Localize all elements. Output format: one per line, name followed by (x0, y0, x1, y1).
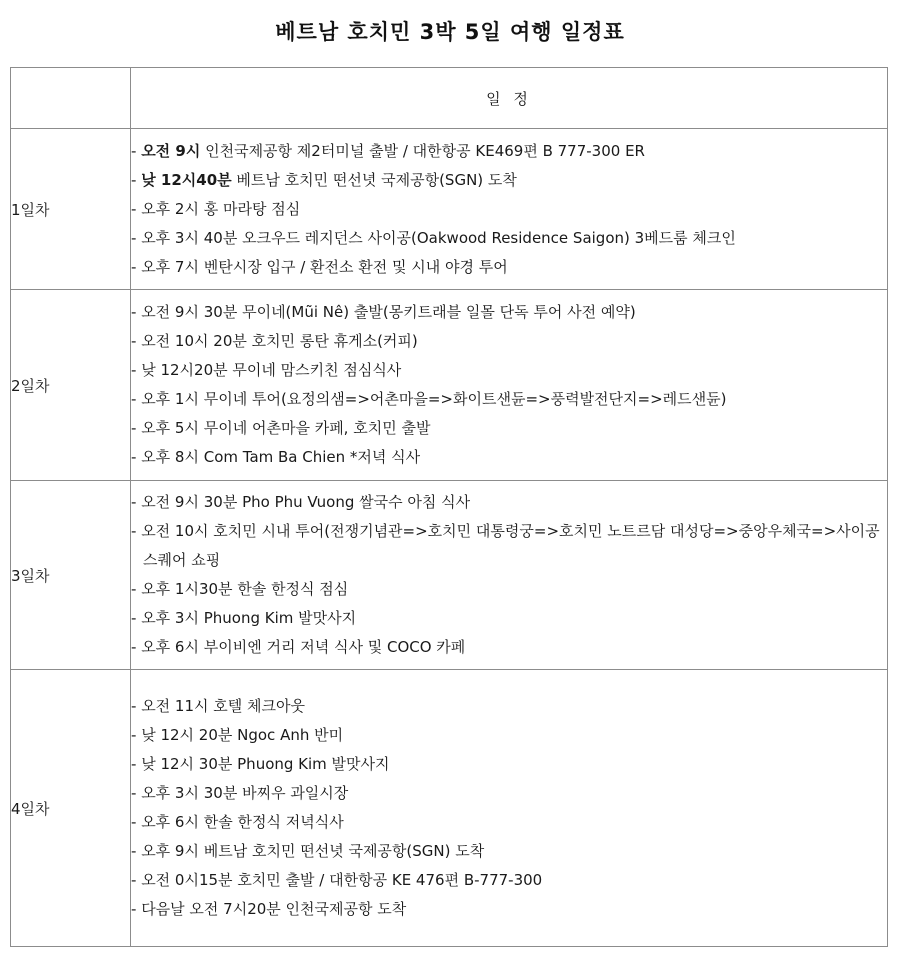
list-item: - 오후 7시 벤탄시장 입구 / 환전소 환전 및 시내 야경 투어 (131, 257, 508, 276)
day-label: 3일차 (11, 481, 131, 670)
list-item: - 오후 3시 30분 바찌우 과일시장 (131, 784, 349, 802)
list-item: - 오전 0시15분 호치민 출발 / 대한항공 KE 476편 B-777-300 (131, 871, 543, 889)
table-header-row (11, 68, 888, 129)
day-label: 4일차 (11, 670, 131, 947)
list-item: - 오전 9시 30분 Pho Phu Vuong 쌀국수 아침 식사 (131, 493, 471, 511)
list-item: - 낮 12시 20분 Ngoc Anh 반미 (131, 726, 344, 744)
list-item: - 오전 9시 인천국제공항 제2터미널 출발 / 대한항공 KE469편 B 777-300 ER (131, 141, 645, 160)
day-label: 2일차 (11, 290, 131, 481)
schedule-column-header: 일 정 (131, 68, 888, 129)
day-label: 1일차 (11, 129, 131, 290)
list-item: - 오후 1시30분 한솔 한정식 점심 (131, 580, 349, 598)
list-item: - 다음날 오전 7시20분 인천국제공항 도착 (131, 900, 407, 918)
list-item: - 오후 6시 한솔 한정식 저녁식사 (131, 813, 344, 831)
table-row (11, 670, 888, 947)
list-item: - 오후 6시 부이비엔 거리 저녁 식사 및 COCO 카페 (131, 638, 466, 656)
list-item: - 오전 11시 호텔 체크아웃 (131, 697, 305, 715)
day-items (131, 290, 888, 481)
list-item: - 오후 2시 홍 마라탕 점심 (131, 199, 301, 218)
list-item: - 오전 10시 호치민 시내 투어(전쟁기념관=>호치민 대통령궁=>호치민 노트르담 대성당=>중앙우체국=>사이공 스퀘어 쇼핑 (131, 522, 880, 569)
day-column-header (11, 68, 131, 129)
list-item: - 오후 3시 40분 오크우드 레지던스 사이공(Oakwood Residence Saigon) 3베드룸 체크인 (131, 228, 736, 247)
list-item: - 낮 12시 30분 Phuong Kim 발맛사지 (131, 755, 390, 773)
list-item: - 오후 1시 무이네 투어(요정의샘=>어촌마을=>화이트샌듄=>풍력발전단지=>레드샌듄) (131, 390, 727, 408)
page-title: 베트남 호치민 3박 5일 여행 일정표 (275, 20, 625, 44)
list-item: - 오후 5시 무이네 어촌마을 카페, 호치민 출발 (131, 419, 431, 437)
table-row (11, 481, 888, 670)
list-item: - 오후 9시 베트남 호치민 떤선녓 국제공항(SGN) 도착 (131, 842, 485, 860)
day-items (131, 481, 888, 670)
list-item: - 오전 10시 20분 호치민 롱탄 휴게소(커피) (131, 332, 418, 350)
list-item: - 낮 12시20분 무이네 맘스키친 점심식사 (131, 361, 402, 379)
list-item: - 오후 8시 Com Tam Ba Chien *저녁 식사 (131, 448, 421, 466)
list-item: - 오전 9시 30분 무이네(Mũi Nê) 출발(몽키트래블 일몰 단독 투어 사전 예약) (131, 303, 636, 321)
schedule-table (10, 67, 888, 947)
day-items (131, 129, 888, 290)
day-items (131, 670, 888, 947)
table-row (11, 129, 888, 290)
table-row (11, 290, 888, 481)
list-item: - 낮 12시40분 베트남 호치민 떤선녓 국제공항(SGN) 도착 (131, 170, 517, 189)
list-item: - 오후 3시 Phuong Kim 발맛사지 (131, 609, 357, 627)
